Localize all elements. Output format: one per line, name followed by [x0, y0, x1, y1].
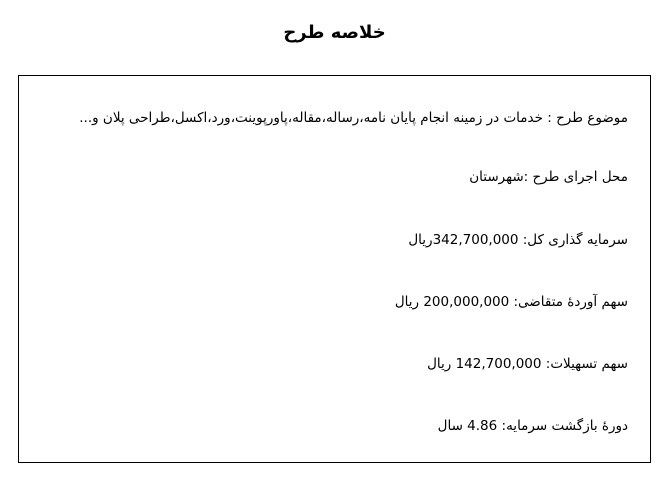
summary-box	[18, 75, 651, 463]
summary-line-location: محل اجرای طرح :شهرستان	[469, 169, 628, 186]
summary-line-facilities-share: سهم تسهیلات: 142,700,000 ریال	[427, 356, 628, 372]
page-title: خلاصه طرح	[283, 22, 386, 43]
summary-line-applicant-share: سهم آوردهٔ متقاضی: 200,000,000 ریال	[394, 293, 628, 310]
summary-line-total-investment: سرمایه گذاری کل: 342,700,000ریال	[408, 231, 628, 248]
summary-line-subject: موضوع طرح : خدمات در زمینه انجام پایان نامه،رساله،مقاله،پاورپوینت،ورد،اکسل،طراحی پلان و...	[79, 110, 628, 126]
summary-line-payback-period: دورهٔ بازگشت سرمایه: 4.86 سال	[437, 418, 628, 435]
